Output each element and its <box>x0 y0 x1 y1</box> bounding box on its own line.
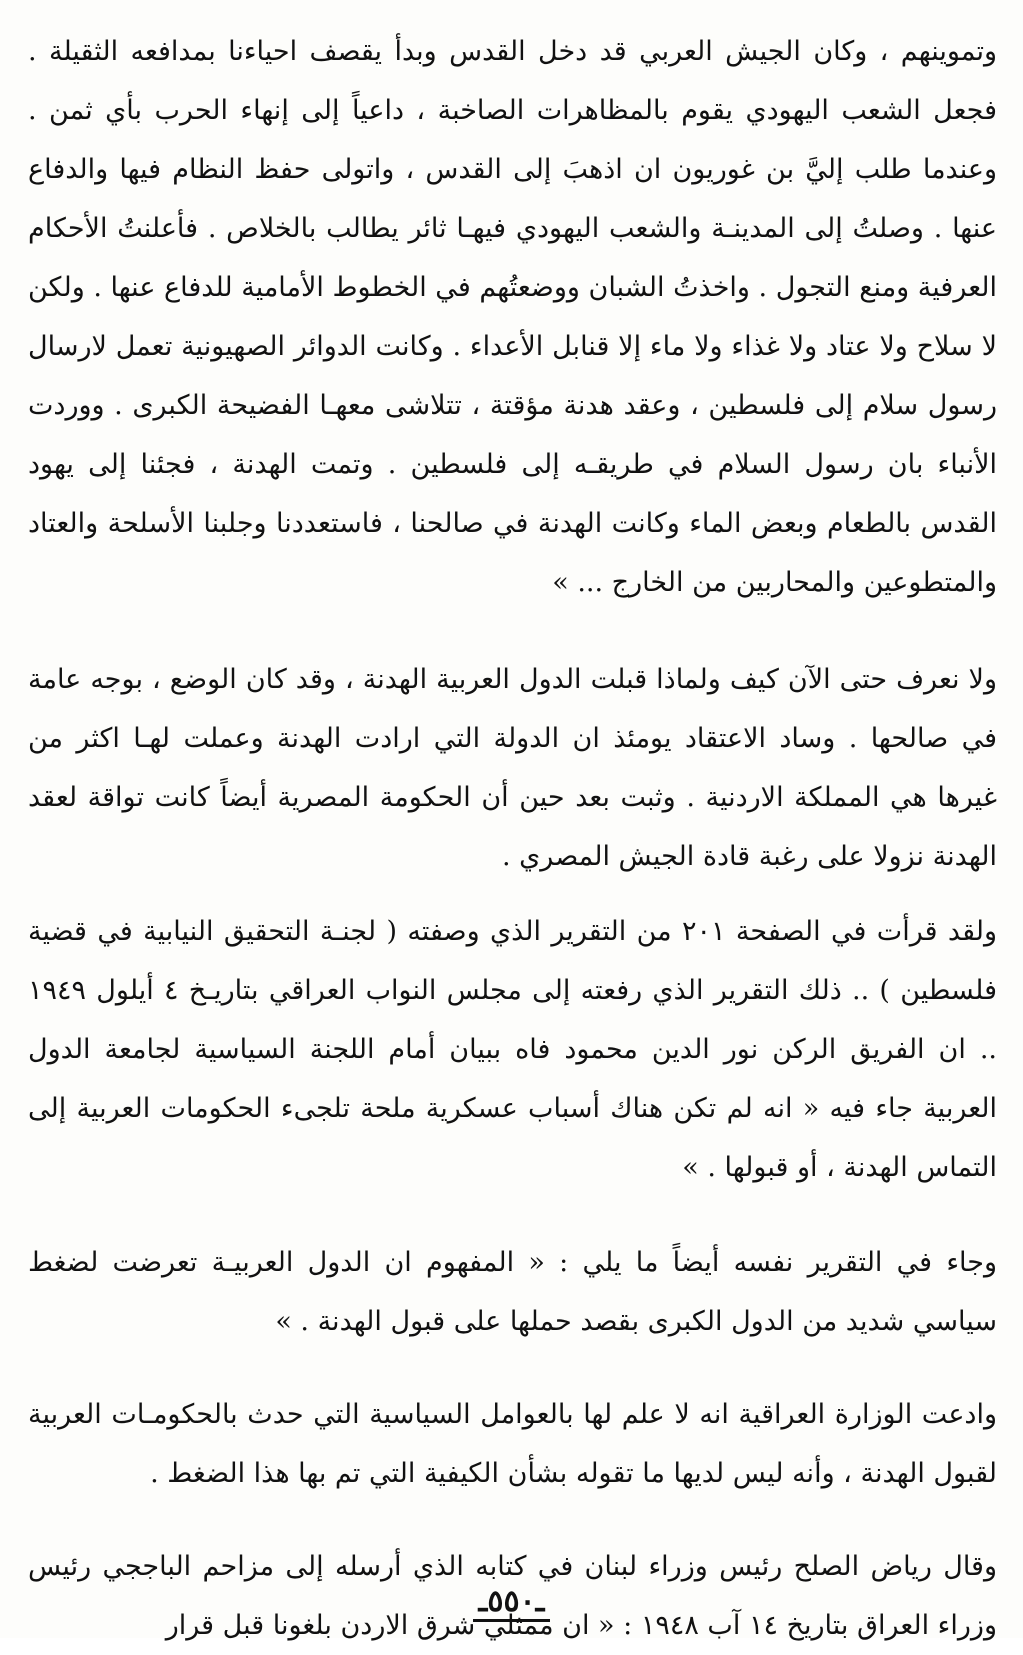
paragraph-riyad-al-solh-letter: وقال رياض الصلح رئيس وزراء لبنان في كتابه الذي أرسله إلى مزاحم الباججي رئيس وزراء العراق بتاريخ ١٤ آب ١٩٤٨ : « ان ممثلي شرق الاردن بلغونا قبل قرار <box>28 1551 997 1641</box>
paragraph-truce-acceptance: ولا نعرف حتى الآن كيف ولماذا قبلت الدول العربية الهدنة ، وقد كان الوضع ، بوجه عامة في صالحها . وساد الاعتقاد يومئذ ان الدولة التي ارادت الهدنة وعملت لهـا اكثر من غيرها هي المملكة الاردنية . وثبت بعد حين أن الحكومة المصرية أيضاً كانت تواقة لعقد الهدنة نزولا على رغبة قادة الجيش المصري . <box>28 664 997 872</box>
page-number <box>0 1584 1023 1622</box>
paragraph-iraqi-ministry: وادعت الوزارة العراقية انه لا علم لها بالعوامل السياسية التي حدث بالحكومـات العربية لقبول الهدنة ، وأنه ليس لديها ما تقوله بشأن الكيفية التي تم بها هذا الضغط . <box>28 1399 997 1489</box>
paragraph-ben-gurion-quote: وتموينهم ، وكان الجيش العربي قد دخل القدس وبدأ يقصف احياءنا بمدافعه الثقيلة . فجعل الشعب اليهودي يقوم بالمظاهرات الصاخبة ، داعياً إلى إنهاء الحرب بأي ثمن . وعندما طلب إليَّ بن غوريون ان اذهبَ إلى القدس ، واتولى حفظ النظام فيها والدفاع عنها . وصلتُ إلى المدينـة والشعب اليهودي فيهـا ثائر يطالب بالخلاص . فأعلنتُ الأحكام العرفية ومنع التجول . واخذتُ الشبان ووضعتُهم في الخطوط الأمامية للدفاع عنها . ولكن لا سلاح ولا عتاد ولا غذاء ولا ماء إلا قنابل الأعداء . وكانت الدوائر الصهيونية تعمل لارسال رسول سلام إلى فلسطين ، وعقد هدنة مؤقتة ، تتلاشى معهـا الفضيحة الكبرى . ووردت الأنباء بان رسول السلام في طريقـه إلى فلسطين . وتمت الهدنة ، فجئنا إلى يهود القدس بالطعام وبعض الماء وكانت الهدنة في صالحنا ، فاستعددنا وجلبنا الأسلحة والعتاد والمتطوعين والمحاربين من الخارج ... » <box>28 36 997 598</box>
page-number-text: ـ٥٥٠ـ <box>473 1585 551 1622</box>
paragraph-parliamentary-report: ولقد قرأت في الصفحة ٢٠١ من التقرير الذي وصفته ( لجنـة التحقيق النيابية في قضية فلسطين ) .. ذلك التقرير الذي رفعته إلى مجلس النواب العراقي بتاريـخ ٤ أيلول ١٩٤٩ .. ان الفريق الركن نور الدين محمود فاه ببيان أمام اللجنة السياسية لجامعة الدول العربية جاء فيه « انه لم تكن هناك أسباب عسكرية ملحة تلجىء الحكومات العربية إلى التماس الهدنة ، أو قبولها . » <box>28 916 997 1183</box>
paragraph-political-pressure: وجاء في التقرير نفسه أيضاً ما يلي : « المفهوم ان الدول العربيـة تعرضت لضغط سياسي شديد من الدول الكبرى بقصد حملها على قبول الهدنة . » <box>28 1247 997 1337</box>
